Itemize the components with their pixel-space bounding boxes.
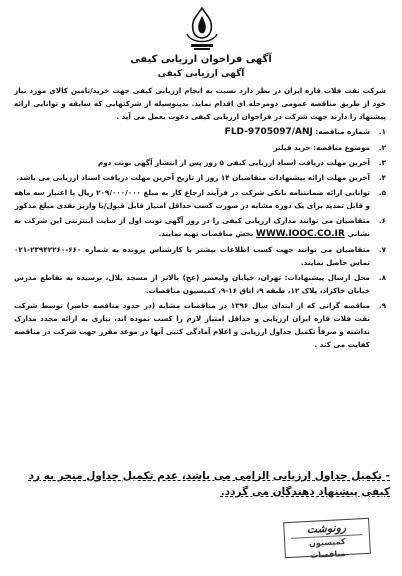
conditions-list — [14, 125, 386, 351]
item-number: ١. — [378, 127, 386, 136]
item-number: ٧. — [378, 245, 386, 254]
company-logo-icon — [181, 4, 223, 52]
tender-number-label: شماره مناقصه: — [315, 127, 370, 136]
list-item — [14, 243, 386, 269]
item-text: موضوع مناقصه: خرید فیلتر — [273, 143, 370, 152]
list-item — [14, 214, 386, 241]
item-text: مناقصه گرانی که از ابتدای سال ۱۳۹۶ در مناقصات مشابه (در حدود مناقصه حاضر) توسط شرکت نفت فلات قاره ایران ارزیابی و حداقل امتیاز لازم را کسب نموده اند، نیازی به ارائه مجدد مدارک نداشته و صرفاً تکمیل جداول ارزیابی و اعلام آمادگی کتبی آنها در موعد مقرر جهت شرکت در مناقصه کفایت می کند . — [14, 301, 370, 349]
item-text: متقاضیان می توانند جهت کسب اطلاعات بیشتر با کارشناس پرونده به شماره ۶۶۰-۲۳۹۴۲۲۶۰-۰۲۱ تماس حاصل نمایند. — [14, 245, 370, 267]
list-item — [14, 156, 386, 169]
page-subtitle: آگهی ارزیابی کیفی — [157, 69, 245, 79]
item-text: بخش مناقصات تهیه نمایند. — [158, 229, 254, 238]
list-item — [14, 299, 386, 351]
item-number: ۵. — [378, 188, 386, 197]
item-number: ۶. — [378, 216, 386, 225]
flame-logo-icon — [181, 4, 223, 52]
mandatory-note: - تکمیل جداول ارزیابی الزامی می باشد، عدم تکمیل جداول منجر به رد کیفی پیشنهاد دهندگان می گردد. — [28, 470, 390, 498]
item-text: متقاضیان می توانند مدارک ارزیابی کیفی را در روز آگهی نوبت اول از سایت اینترنتی این شرکت به نشانی — [14, 216, 370, 238]
announcement-body — [14, 84, 386, 353]
item-text: محل ارسال پیشنهادات: تهران، خیابان ولیعصر (عج) بالاتر از مسجد بلال، نرسیده به تقاطع مدرس خیابان خاکزاد، پلاک ۱۲، طبقه ۹، اتاق ۱۶-۹، کمیسیون مناقصات. — [14, 273, 370, 295]
page-title: آگهی فراخوان ارزیابی کیفی — [130, 54, 272, 65]
list-item — [14, 125, 386, 139]
stamp-line-1: رونوشت — [306, 520, 347, 537]
item-number: ۴. — [378, 173, 386, 182]
item-text: توانایی ارائه ضمانتنامه بانکی شرکت در فرآیند ارجاع کار به مبلغ ۲۰۹/۰۰۰/۰۰۰ ریال یا اعتبار سه ماهه و قابل تمدید برای یک دوره مشابه در صورت کسب حداقل امتیاز قابل قبول/یا واریز نقدی مبلغ مذکور — [14, 188, 370, 210]
list-item — [14, 271, 386, 297]
item-number: ٩. — [378, 301, 386, 310]
list-item — [14, 141, 386, 154]
item-number: ٨. — [378, 273, 386, 282]
stamp-line-2: کمیسیون مناقصات — [291, 534, 364, 563]
list-item — [14, 186, 386, 212]
item-text: آخرین مهلت دریافت اسناد ارزیابی کیفی ۵ روز پس از انتشار آگهی نوبت دوم — [97, 158, 370, 167]
item-text: آخرین مهلت ارائه پیشنهادات متقاضیان ۱۴ روز از تاریخ آخرین مهلت دریافت اسناد ارزیابی می باشد. — [16, 173, 370, 182]
list-item — [14, 171, 386, 184]
item-number: ٢. — [378, 143, 386, 152]
website-link[interactable]: WWW.IOOC.CO.IR — [255, 229, 345, 239]
copy-stamp — [283, 518, 371, 558]
item-number: ٣. — [378, 158, 386, 167]
tender-number-value: FLD-9705097/ANJ — [224, 127, 313, 137]
intro-paragraph: شرکت نفت فلات قاره ایران در نظر دارد نسبت به انجام ارزیابی کیفی جهت خرید/تامین کالای مورد نیاز خود از طریق مناقصه عمومی دومرحله ای اقدام نماید. بدینوسیله از شرکتهایی که سابقه و توانایی ارائه پیشنهاد را دارند جهت شرکت در فراخوان ارزیابی کیفی دعوت بعمل می آید . — [14, 86, 386, 121]
